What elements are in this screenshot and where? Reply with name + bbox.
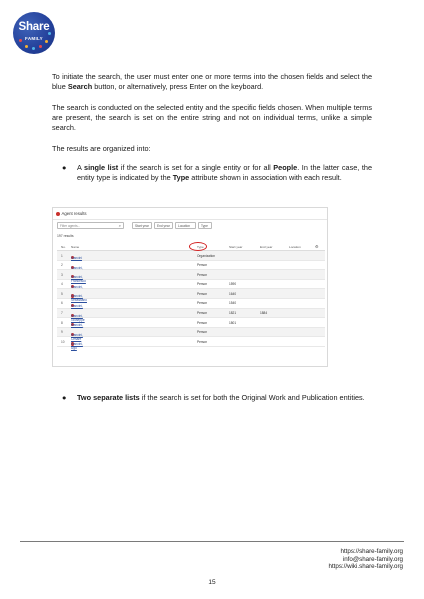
bullet-text [77, 163, 372, 183]
row-start-year: 1821 [229, 311, 237, 316]
row-number: 5 [61, 291, 63, 296]
table-row[interactable] [57, 280, 325, 290]
row-number: 8 [61, 320, 63, 325]
row-type: Organization [197, 253, 216, 258]
bullet-text [77, 393, 372, 403]
row-number: 2 [61, 263, 63, 268]
agent-link[interactable]: Mancini, Francesco [71, 275, 86, 284]
gear-icon[interactable]: ⚙ [315, 243, 319, 249]
paragraph-search-scope: The search is conducted on the selected entity and the specific fields chosen. When multiple terms are present, the search is set on the entire string and not on individual terms, unlike a simple search. [52, 103, 372, 132]
row-number: 3 [61, 272, 63, 277]
result-count: 197 results [57, 234, 74, 238]
footer-contacts [243, 548, 403, 571]
footer-divider [20, 541, 404, 542]
row-type: Person [197, 301, 208, 306]
agent-icon [56, 212, 60, 216]
bullet-text-part: if the search is set for both the Original Work and Publication entities. [139, 393, 365, 402]
row-type: Person [197, 330, 208, 335]
bullet-symbol: ● [62, 163, 67, 172]
location-filter-button[interactable]: Location [175, 222, 196, 229]
bullet-emphasis: Type [172, 173, 190, 183]
results-panel-title-text: Agent results [61, 211, 87, 216]
table-row[interactable] [57, 299, 325, 309]
paragraph-search-instructions [52, 72, 372, 92]
table-row[interactable] [57, 270, 325, 284]
agent-link[interactable]: Mancini, [71, 323, 83, 328]
table-row[interactable] [57, 328, 325, 341]
column-header-end-year[interactable]: End year [260, 244, 273, 249]
bullet-emphasis: People [273, 163, 298, 172]
row-start-year: 1801 [229, 320, 237, 325]
type-filter-button[interactable]: Type [198, 222, 212, 229]
agent-link[interactable]: Mancini, Cesare [71, 332, 83, 341]
footer-wiki-link[interactable]: https://wiki.share-family.org [328, 563, 403, 571]
paragraph-text: To initiate the search, the user must enter one or more terms into the chosen fields and select the blue [52, 72, 372, 91]
table-row[interactable] [57, 261, 325, 271]
row-end-year: 1884 [260, 311, 268, 316]
footer-email-link[interactable]: info@share-family.org [342, 555, 403, 563]
column-header-start-year[interactable]: Start year [229, 244, 243, 249]
logo-word: Share [18, 21, 50, 33]
bullet-text-part: . In the latter case, the entity type is indicated by the [77, 163, 373, 183]
logo-subtitle: FAMILY [25, 36, 43, 41]
agent-link[interactable]: Mancini [71, 256, 82, 260]
agent-link[interactable]: Mancini, [71, 284, 83, 289]
magnifier-icon[interactable]: ⌕ [118, 223, 121, 228]
search-button-mention: Search [67, 82, 93, 91]
column-header-type[interactable]: Type [197, 244, 204, 249]
filter-input-placeholder: Filter agents... [60, 224, 81, 228]
agent-link[interactable]: Mancini, Giuseppe [71, 313, 85, 322]
agent-link[interactable]: Mancini, Sebastiano [71, 294, 87, 303]
divider [53, 219, 327, 220]
row-number: 4 [61, 282, 63, 287]
bullet-emphasis: Two separate lists [77, 393, 140, 402]
agent-results-screenshot [52, 207, 328, 367]
agent-link[interactable]: Mancini, [71, 303, 83, 308]
row-number: 6 [61, 301, 63, 306]
row-number: 1 [61, 253, 63, 258]
row-number: 7 [61, 311, 63, 316]
bullet-text-part: A [77, 163, 85, 172]
agent-link[interactable]: Mancini, Ugo [71, 342, 83, 351]
row-type: Person [197, 291, 208, 296]
column-header-name[interactable]: Name [71, 244, 80, 249]
end-year-filter-button[interactable]: End year [154, 222, 173, 229]
table-header [57, 242, 325, 251]
start-year-filter-button[interactable]: Start year [132, 222, 152, 229]
agent-link[interactable]: Mancini, [71, 265, 83, 270]
footer-website-link[interactable]: https://share-family.org [340, 548, 403, 555]
column-header-location[interactable]: Location [289, 244, 301, 249]
bullet-text-part: attribute shown in association with each result. [189, 173, 342, 183]
type-column-highlight-circle [189, 242, 207, 251]
paragraph-text: button, or alternatively, press Enter on the keyboard. [92, 82, 264, 91]
bullet-text-part: if the search is set for a single entity or for all [118, 163, 274, 172]
row-type: Person [197, 339, 208, 344]
table-row[interactable] [57, 318, 325, 328]
table-row[interactable] [57, 289, 325, 303]
row-type: Person [197, 272, 208, 277]
column-header-no[interactable]: No. [61, 244, 66, 249]
row-type: Person [197, 263, 208, 268]
table-row[interactable] [57, 309, 325, 322]
results-table [57, 242, 325, 351]
share-family-logo [13, 12, 55, 54]
table-row[interactable] [57, 337, 325, 351]
row-type: Person [197, 311, 208, 316]
paragraph-results-intro: The results are organized into: [52, 144, 151, 153]
bullet-emphasis: single list [84, 163, 119, 172]
row-type: Person [197, 282, 208, 287]
row-start-year: 1640 [229, 291, 237, 296]
results-panel-title [56, 211, 87, 216]
row-start-year: 1590 [229, 282, 237, 287]
bullet-symbol: ● [62, 393, 67, 402]
row-start-year: 1540 [229, 301, 237, 306]
table-row[interactable] [57, 251, 325, 261]
row-type: Person [197, 320, 208, 325]
row-number: 9 [61, 330, 63, 335]
filter-input[interactable] [57, 222, 124, 229]
page-number: 15 [208, 579, 216, 586]
row-number: 10 [61, 339, 65, 344]
